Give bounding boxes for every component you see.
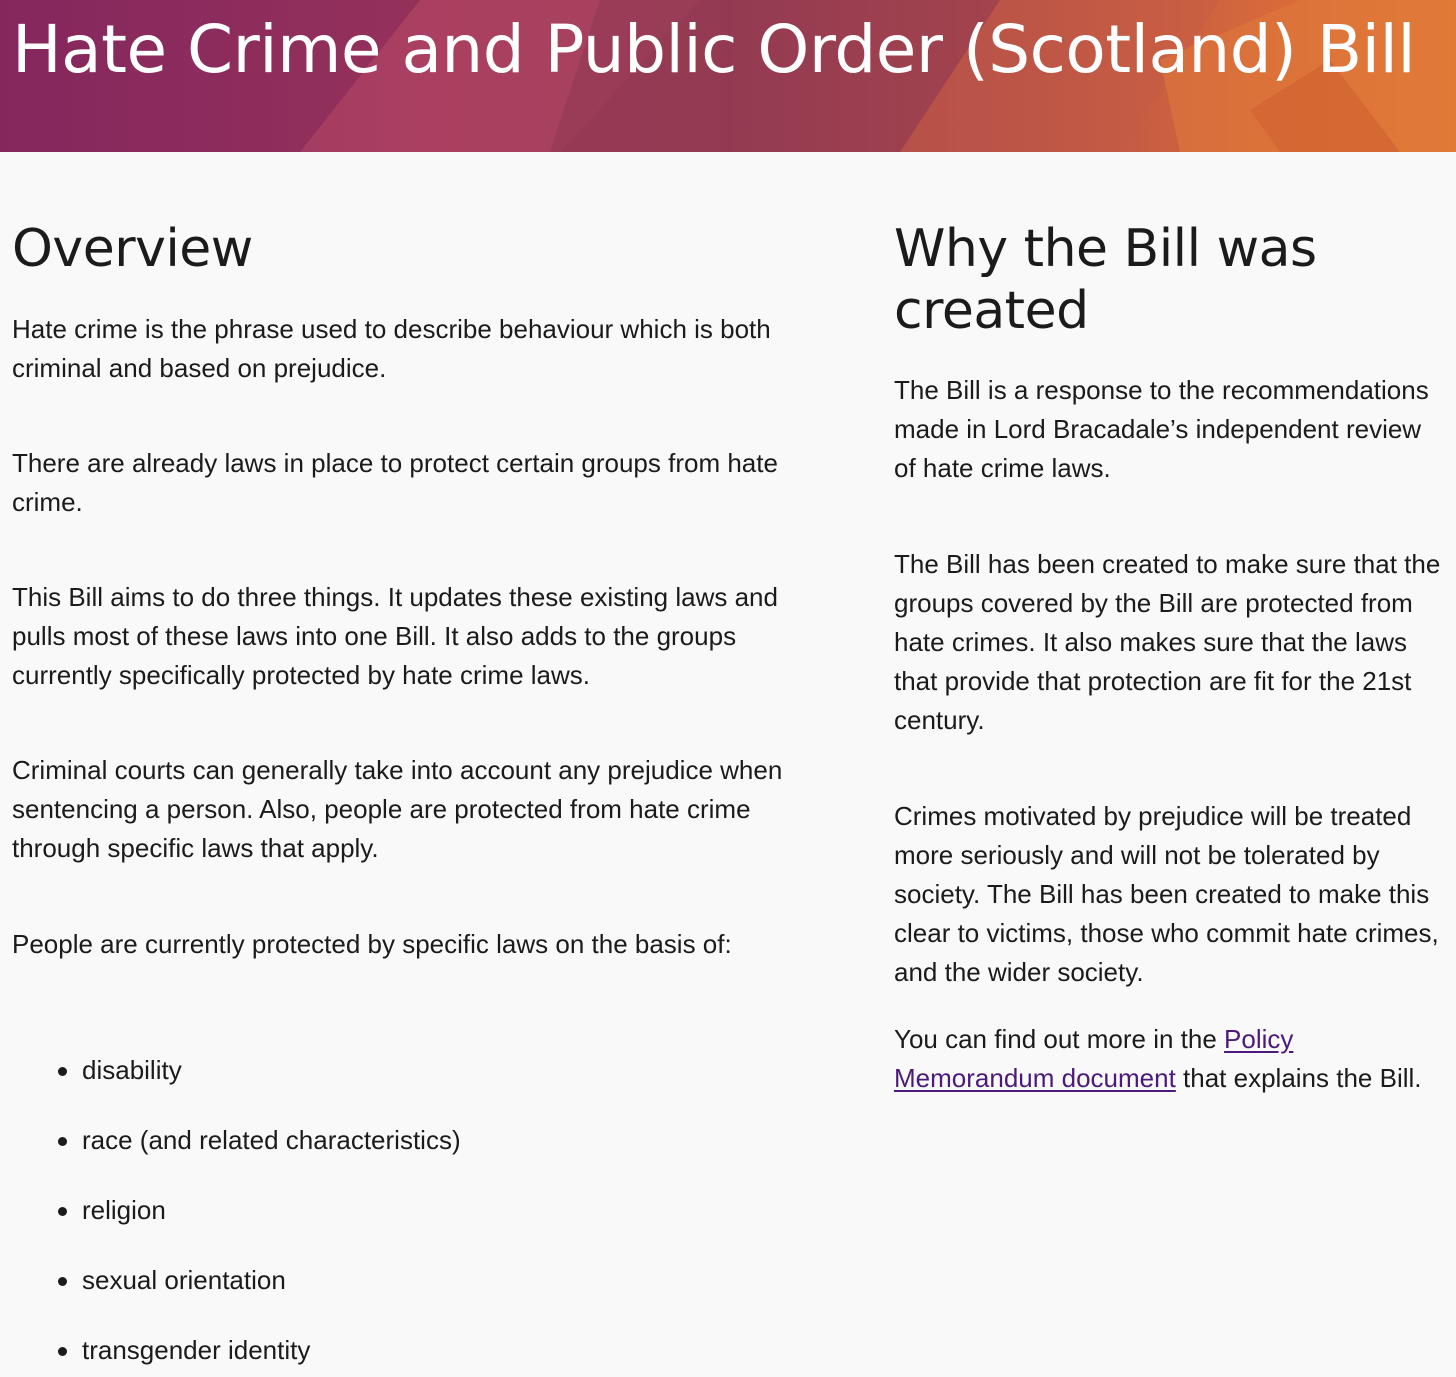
bullet-icon xyxy=(58,1067,67,1076)
list-item-label: race (and related characteristics) xyxy=(82,1125,461,1155)
bullet-icon xyxy=(58,1207,67,1216)
overview-paragraph: This Bill aims to do three things. It updates these existing laws and pulls most of these laws into one Bill. It also adds to the groups currently specifically protected by hate crime laws. xyxy=(12,582,778,690)
protected-groups-list xyxy=(12,1051,812,1370)
overview-paragraph: There are already laws in place to protect certain groups from hate crime. xyxy=(12,448,778,517)
policy-memorandum-link[interactable]: Policy Memorandum document xyxy=(894,1024,1294,1093)
list-item-label: disability xyxy=(82,1055,182,1085)
bullet-icon xyxy=(58,1347,67,1356)
more-info-suffix: that explains the Bill. xyxy=(1175,1063,1422,1093)
why-paragraph: Crimes motivated by prejudice will be treated more seriously and will not be tolerated by society. The Bill has been created to make this clear to victims, those who commit hate crimes, and the wider society. xyxy=(894,801,1439,987)
list-item-label: religion xyxy=(82,1195,166,1225)
list-item xyxy=(12,1331,812,1370)
why-paragraph: The Bill has been created to make sure that the groups covered by the Bill are protected from hate crimes. It also makes sure that the laws that provide that protection are fit for the 21st century. xyxy=(894,549,1441,735)
list-item-label: sexual orientation xyxy=(82,1265,286,1295)
page-title: Hate Crime and Public Order (Scotland) Bill xyxy=(12,11,1416,88)
list-item xyxy=(12,1051,812,1090)
list-item xyxy=(12,1191,812,1230)
why-heading: Why the Bill was created xyxy=(894,219,1317,341)
more-info-paragraph xyxy=(894,1020,1434,1098)
list-item-label: transgender identity xyxy=(82,1335,311,1365)
why-paragraph: The Bill is a response to the recommendations made in Lord Bracadale’s independent review of hate crime laws. xyxy=(894,375,1429,483)
list-item xyxy=(12,1261,812,1300)
page-banner xyxy=(0,0,1456,152)
list-item xyxy=(12,1121,812,1160)
bullet-icon xyxy=(58,1277,67,1286)
bullet-icon xyxy=(58,1137,67,1146)
overview-paragraph: People are currently protected by specific laws on the basis of: xyxy=(12,929,732,959)
more-info-prefix: You can find out more in the xyxy=(894,1024,1225,1054)
overview-paragraph: Hate crime is the phrase used to describe behaviour which is both criminal and based on prejudice. xyxy=(12,314,771,383)
overview-paragraph: Criminal courts can generally take into account any prejudice when sentencing a person. Also, people are protected from hate crime through specific laws that apply. xyxy=(12,755,783,863)
overview-heading: Overview xyxy=(12,219,253,279)
